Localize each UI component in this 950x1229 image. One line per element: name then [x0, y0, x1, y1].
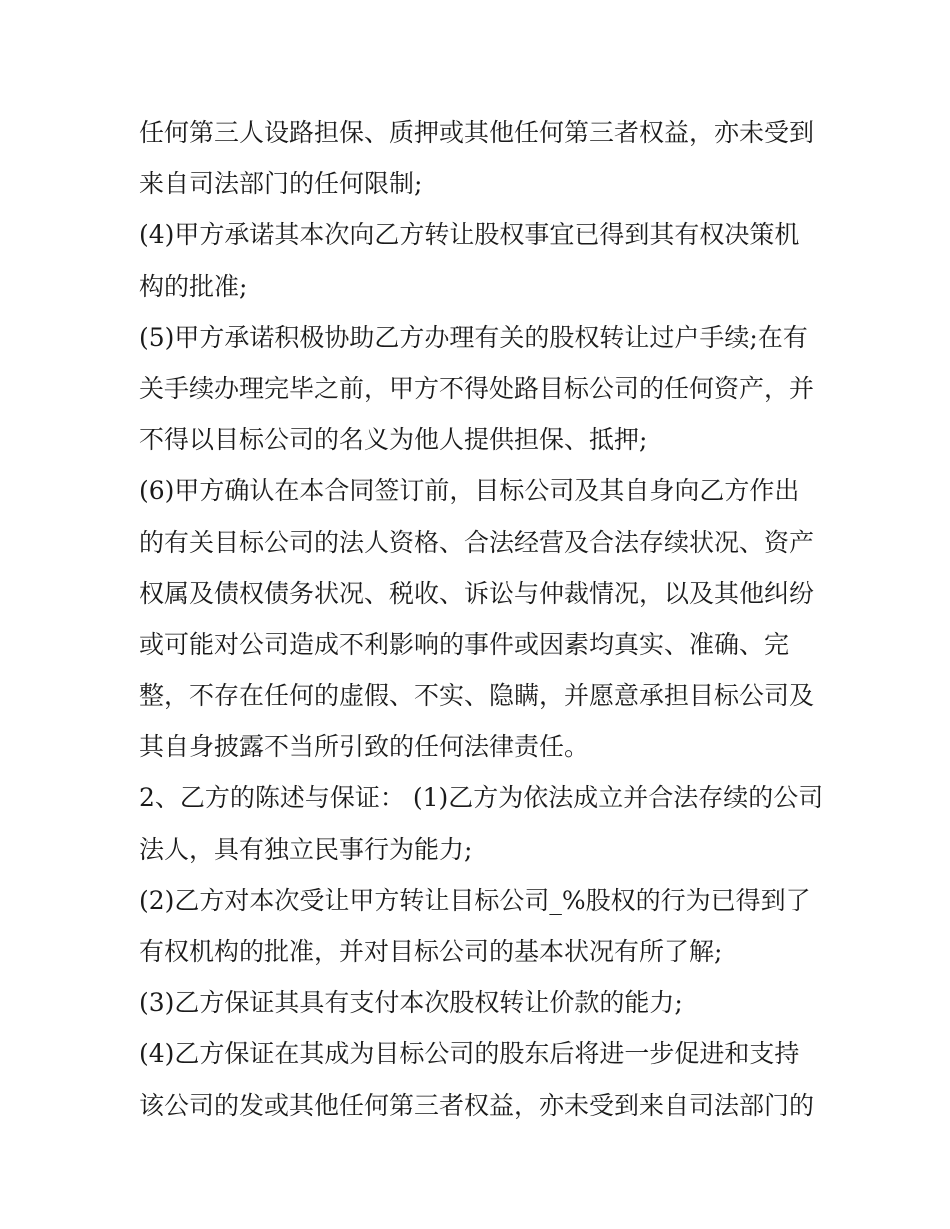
text-line: 该公司的发或其他任何第三者权益，亦未受到来自司法部门的 — [139, 1090, 815, 1120]
text-line: 任何第三人设路担保、质押或其他任何第三者权益，亦未受到 — [139, 118, 815, 147]
text-line: 来自司法部门的任何限制; — [139, 169, 423, 199]
text-line: (2)乙方对本次受让甲方转让目标公司_%股权的行为已得到了 — [139, 885, 811, 915]
text-line: 或可能对公司造成不利影响的事件或因素均真实、准确、完 — [139, 629, 790, 659]
text-line: (3)乙方保证其具有支付本次股权转让价款的能力; — [139, 988, 683, 1018]
text-line: 不得以目标公司的名义为他人提供担保、抵押; — [139, 425, 648, 455]
text-line: 2、乙方的陈述与保证： (1)乙方为依法成立并合法存续的公司 — [139, 783, 824, 813]
text-line: 其自身披露不当所引致的任何法律责任。 — [139, 732, 590, 762]
text-line: 关手续办理完毕之前，甲方不得处路目标公司的任何资产，并 — [139, 373, 815, 403]
text-line: 整，不存在任何的虚假、不实、隐瞒，并愿意承担目标公司及 — [139, 681, 815, 711]
document-body — [139, 107, 824, 1131]
text-line: 的有关目标公司的法人资格、合法经营及合法存续状况、资产 — [139, 527, 815, 557]
text-line: 法人，具有独立民事行为能力; — [139, 834, 473, 864]
text-line: 构的批准; — [139, 271, 248, 301]
text-line: (6)甲方确认在本合同签订前，目标公司及其自身向乙方作出 — [139, 476, 800, 506]
text-line: (4)甲方承诺其本次向乙方转让股权事宜已得到其有权决策机 — [139, 220, 800, 250]
text-line: (4)乙方保证在其成为目标公司的股东后将进一步促进和支持 — [139, 1039, 800, 1069]
text-line: 有权机构的批准，并对目标公司的基本状况有所了解; — [139, 937, 723, 966]
text-line: (5)甲方承诺积极协助乙方办理有关的股权转让过户手续;在有 — [139, 322, 808, 352]
text-line: 权属及债权债务状况、税收、诉讼与仲裁情况，以及其他纠纷 — [139, 578, 815, 608]
